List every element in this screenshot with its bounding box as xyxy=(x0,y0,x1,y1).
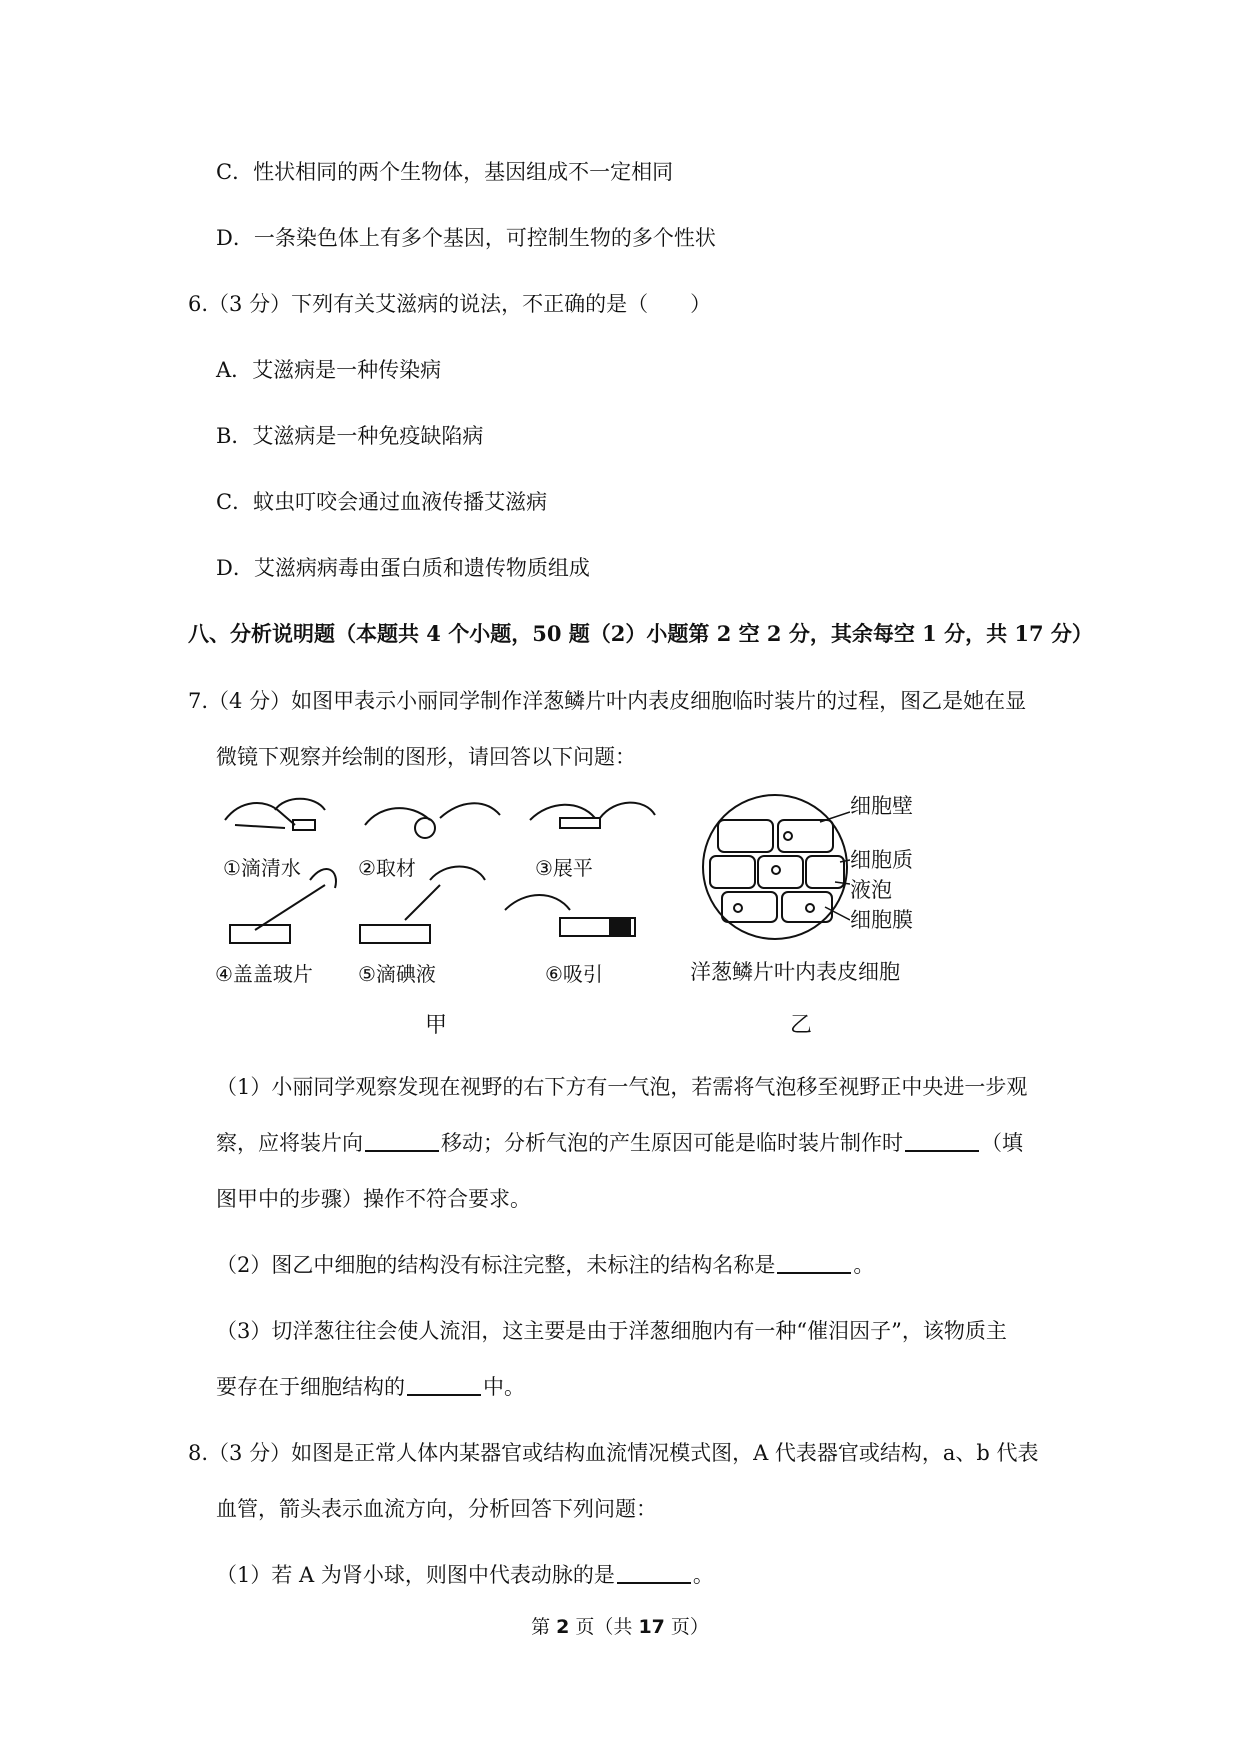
q7-stem-line1: 7.（4 分）如图甲表示小丽同学制作洋葱鳞片叶内表皮细胞临时装片的过程，图乙是她在显 xyxy=(188,689,1027,713)
figure-yi xyxy=(690,790,960,1040)
q7-stem-line2: 微镜下观察并绘制的图形，请回答以下问题： xyxy=(216,745,636,769)
q7-sub3-text: 要存在于细胞结构的 xyxy=(216,1375,405,1399)
q8-stem-line2: 血管，箭头表示血流方向，分析回答下列问题： xyxy=(216,1497,657,1521)
answer-blank[interactable] xyxy=(617,1560,691,1584)
step-2-label: ②取材 xyxy=(358,856,416,880)
q6-stem: 6.（3 分）下列有关艾滋病的说法，不正确的是（ ） xyxy=(188,292,712,316)
q7-sub1-line3: 图甲中的步骤）操作不符合要求。 xyxy=(216,1187,531,1211)
q7-sub3-line2 xyxy=(216,1372,525,1402)
figure-yi-caption: 乙 xyxy=(790,1013,813,1038)
q5-option-c: C．性状相同的两个生物体，基因组成不一定相同 xyxy=(216,160,674,184)
q8-stem-line1: 8.（3 分）如图是正常人体内某器官或结构血流情况模式图，A 代表器官或结构，a、b 代表 xyxy=(188,1441,1039,1465)
q7-sub2 xyxy=(216,1250,874,1280)
step-1-label: ①滴清水 xyxy=(223,856,301,880)
q7-sub2-end: 。 xyxy=(853,1253,875,1277)
footer-mid: 页（共 xyxy=(569,1616,639,1638)
step-4-label: ④盖盖玻片 xyxy=(215,962,313,986)
onion-cell-drawing xyxy=(700,792,850,942)
cell-wall-label: 细胞壁 xyxy=(850,794,913,818)
page-footer xyxy=(0,1612,1240,1639)
total-pages: 17 xyxy=(638,1616,665,1638)
answer-blank[interactable] xyxy=(365,1128,439,1152)
q6-option-c: C．蚊虫叮咬会通过血液传播艾滋病 xyxy=(216,490,548,514)
cell-membrane-label: 细胞膜 xyxy=(850,908,913,932)
figure-jia-caption: 甲 xyxy=(425,1013,448,1038)
q7-sub3-line1: （3）切洋葱往往会使人流泪，这主要是由于洋葱细胞内有一种“催泪因子”，该物质主 xyxy=(216,1319,1007,1343)
cytoplasm-label: 细胞质 xyxy=(850,848,913,872)
q7-sub1-line2 xyxy=(216,1128,1023,1158)
q8-sub1 xyxy=(216,1560,714,1590)
page-number: 2 xyxy=(556,1616,570,1638)
q5-option-d: D．一条染色体上有多个基因，可控制生物的多个性状 xyxy=(216,226,716,250)
q6-option-a: A．艾滋病是一种传染病 xyxy=(216,358,442,382)
q6-option-d: D．艾滋病病毒由蛋白质和遗传物质组成 xyxy=(216,556,590,580)
figure-jia xyxy=(215,790,695,1040)
q6-option-b: B．艾滋病是一种免疫缺陷病 xyxy=(216,424,484,448)
q8-sub1-text: （1）若 A 为肾小球，则图中代表动脉的是 xyxy=(216,1563,615,1587)
answer-blank[interactable] xyxy=(777,1250,851,1274)
footer-suffix: 页） xyxy=(664,1616,709,1638)
q8-sub1-end: 。 xyxy=(692,1563,714,1587)
q7-sub1-text3: （填 xyxy=(981,1131,1023,1155)
answer-blank[interactable] xyxy=(407,1372,481,1396)
vacuole-label: 液泡 xyxy=(850,878,892,902)
q7-sub2-text: （2）图乙中细胞的结构没有标注完整，未标注的结构名称是 xyxy=(216,1253,776,1277)
q7-sub1-text1: 察，应将装片向 xyxy=(216,1131,363,1155)
section-heading: 八、分析说明题（本题共 4 个小题，50 题（2）小题第 2 空 2 分，其余每空 1 分，共 17 分） xyxy=(188,621,1093,646)
step-3-label: ③展平 xyxy=(535,856,593,880)
footer-prefix: 第 xyxy=(531,1616,557,1638)
q7-sub1-text2: 移动；分析气泡的产生原因可能是临时装片制作时 xyxy=(441,1131,903,1155)
answer-blank[interactable] xyxy=(905,1128,979,1152)
step-5-label: ⑤滴碘液 xyxy=(358,962,436,986)
step-6-label: ⑥吸引 xyxy=(545,962,603,986)
q7-sub1-line1: （1）小丽同学观察发现在视野的右下方有一气泡，若需将气泡移至视野正中央进一步观 xyxy=(216,1075,1028,1099)
cell-title-label: 洋葱鳞片叶内表皮细胞 xyxy=(690,960,900,984)
q7-sub3-end: 中。 xyxy=(483,1375,525,1399)
